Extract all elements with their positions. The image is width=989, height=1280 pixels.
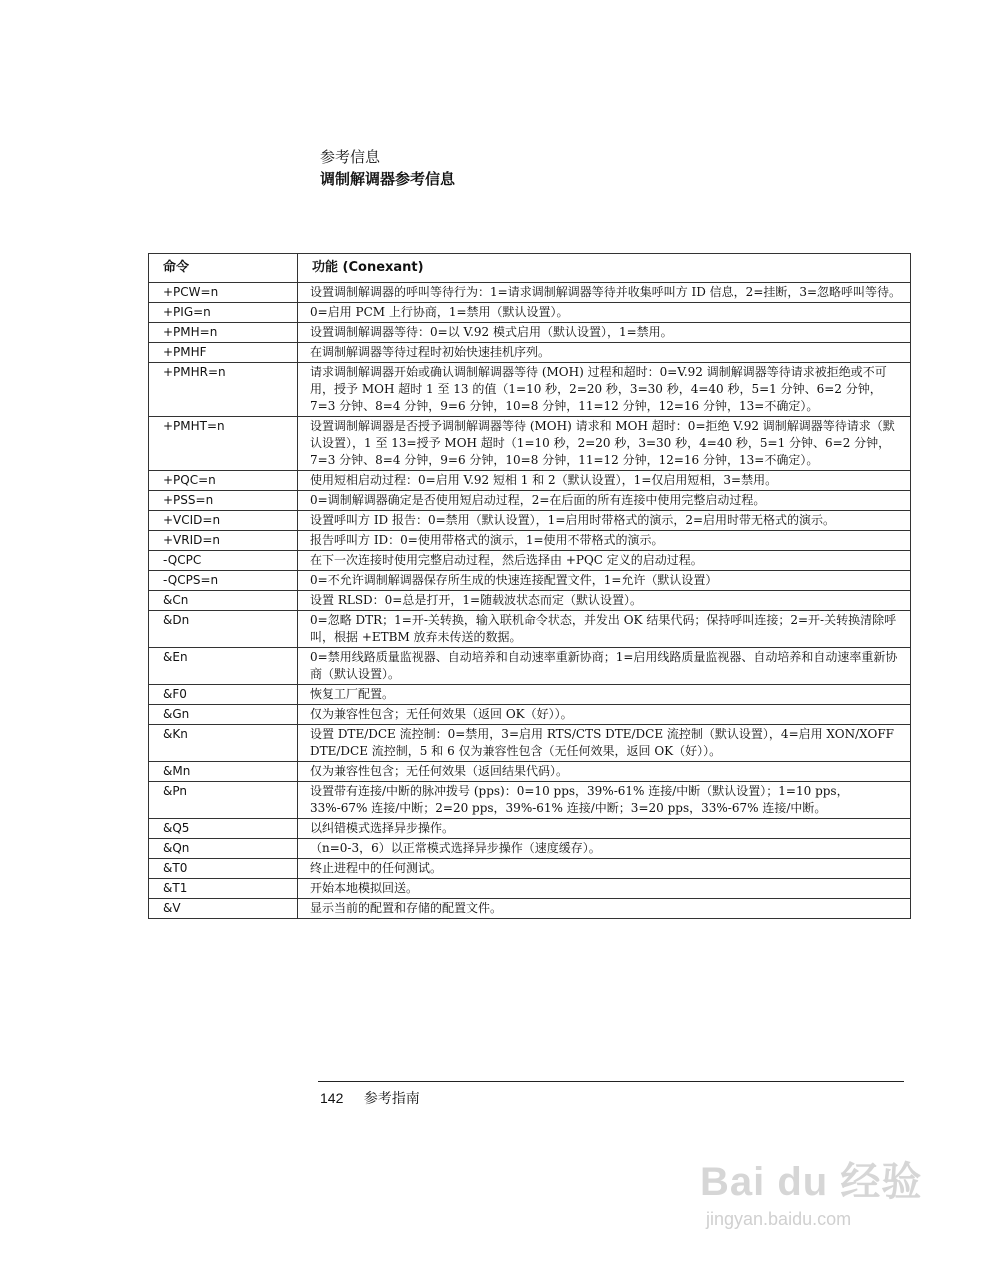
table-row	[149, 899, 911, 919]
table-row	[149, 471, 911, 491]
function-cell: 0=调制解调器确定是否使用短启动过程，2=在后面的所有连接中使用完整启动过程。	[298, 491, 911, 511]
command-cell: -QCPC	[149, 551, 298, 571]
table-row	[149, 611, 911, 648]
table-row	[149, 819, 911, 839]
section-label: 参考信息	[320, 148, 381, 166]
page-footer	[320, 1088, 420, 1108]
table-row	[149, 839, 911, 859]
command-cell: +VCID=n	[149, 511, 298, 531]
function-cell: 仅为兼容性包含；无任何效果（返回结果代码）。	[298, 762, 911, 782]
table-row	[149, 363, 911, 417]
command-cell: &V	[149, 899, 298, 919]
table-row	[149, 571, 911, 591]
function-cell: 0=禁用线路质量监视器、自动培养和自动速率重新协商；1=启用线路质量监视器、自动培养和自动速率重新协商（默认设置）。	[298, 648, 911, 685]
function-cell: 0=不允许调制解调器保存所生成的快速连接配置文件，1=允许（默认设置）	[298, 571, 911, 591]
function-cell: 显示当前的配置和存储的配置文件。	[298, 899, 911, 919]
table-row	[149, 591, 911, 611]
command-cell: +PMHR=n	[149, 363, 298, 417]
function-cell: 设置 DTE/DCE 流控制：0=禁用，3=启用 RTS/CTS DTE/DCE 流控制（默认设置），4=启用 XON/XOFF DTE/DCE 流控制，5 和 6 仅为兼容性包含（无任何效果，返回 OK（好））。	[298, 725, 911, 762]
command-cell: +PIG=n	[149, 303, 298, 323]
table-row	[149, 685, 911, 705]
table-row	[149, 283, 911, 303]
command-cell: &F0	[149, 685, 298, 705]
table-row	[149, 323, 911, 343]
function-cell: 0=忽略 DTR；1=开-关转换，输入联机命令状态，并发出 OK 结果代码；保持呼叫连接；2=开-关转换清除呼叫，根据 +ETBM 放弃未传送的数据。	[298, 611, 911, 648]
function-cell: 在调制解调器等待过程时初始快速挂机序列。	[298, 343, 911, 363]
command-cell: +PSS=n	[149, 491, 298, 511]
command-cell: +PMHT=n	[149, 417, 298, 471]
page-number: 142	[320, 1090, 344, 1106]
table-body	[149, 283, 911, 919]
command-cell: &Pn	[149, 782, 298, 819]
function-cell: 设置调制解调器是否授予调制解调器等待 (MOH) 请求和 MOH 超时：0=拒绝 V.92 调制解调器等待请求（默认设置），1 至 13=授予 MOH 超时（1=10 秒，2=20 秒，3=30 秒，4=40 秒，5=1 分钟、6=2 分钟，7=3 分钟、8=4 分钟，9=6 分钟，10=8 分钟，11=12 分钟，12=16 分钟，13=不确定）。	[298, 417, 911, 471]
header-function: 功能 (Conexant)	[298, 254, 911, 283]
function-cell: 仅为兼容性包含；无任何效果（返回 OK（好））。	[298, 705, 911, 725]
command-cell: &Cn	[149, 591, 298, 611]
table-row	[149, 725, 911, 762]
function-cell: 设置带有连接/中断的脉冲拨号 (pps)：0=10 pps，39%-61% 连接/中断（默认设置）；1=10 pps，33%-67% 连接/中断；2=20 pps，39%-61% 连接/中断；3=20 pps，33%-67% 连接/中断。	[298, 782, 911, 819]
function-cell: 设置调制解调器等待：0=以 V.92 模式启用（默认设置），1=禁用。	[298, 323, 911, 343]
table-row	[149, 762, 911, 782]
table-row	[149, 303, 911, 323]
table-row	[149, 551, 911, 571]
command-cell: +PQC=n	[149, 471, 298, 491]
command-cell: &Qn	[149, 839, 298, 859]
function-cell: 以纠错模式选择异步操作。	[298, 819, 911, 839]
function-cell: 请求调制解调器开始或确认调制解调器等待 (MOH) 过程和超时：0=V.92 调制解调器等待请求被拒绝或不可用，授予 MOH 超时 1 至 13 的值（1=10 秒，2=20 秒，3=30 秒，4=40 秒，5=1 分钟、6=2 分钟，7=3 分钟、8=4 分钟，9=6 分钟，10=8 分钟，11=12 分钟，12=16 分钟，13=不确定）。	[298, 363, 911, 417]
function-cell: 开始本地模拟回送。	[298, 879, 911, 899]
command-table	[148, 253, 911, 919]
table-row	[149, 511, 911, 531]
table-row	[149, 859, 911, 879]
table-row	[149, 648, 911, 685]
page-header	[320, 146, 455, 190]
command-cell: &Mn	[149, 762, 298, 782]
footer-rule	[318, 1081, 904, 1082]
command-cell: &Q5	[149, 819, 298, 839]
table-row	[149, 491, 911, 511]
function-cell: 报告呼叫方 ID：0=使用带格式的演示，1=使用不带格式的演示。	[298, 531, 911, 551]
table-row	[149, 879, 911, 899]
command-cell: &Kn	[149, 725, 298, 762]
header-command: 命令	[149, 254, 298, 283]
command-cell: +PMH=n	[149, 323, 298, 343]
function-cell: 设置 RLSD：0=总是打开，1=随载波状态而定（默认设置）。	[298, 591, 911, 611]
command-cell: -QCPS=n	[149, 571, 298, 591]
page-title: 调制解调器参考信息	[320, 170, 456, 188]
table-row	[149, 531, 911, 551]
function-cell: 在下一次连接时使用完整启动过程，然后选择由 +PQC 定义的启动过程。	[298, 551, 911, 571]
table-row	[149, 782, 911, 819]
command-cell: +PCW=n	[149, 283, 298, 303]
footer-title: 参考指南	[363, 1091, 420, 1107]
watermark	[700, 1150, 960, 1250]
command-cell: &Dn	[149, 611, 298, 648]
watermark-url: jingyan.baidu.com	[706, 1209, 852, 1229]
function-cell: 终止进程中的任何测试。	[298, 859, 911, 879]
table-row	[149, 705, 911, 725]
function-cell: （n=0-3，6）以正常模式选择异步操作（速度缓存）。	[298, 839, 911, 859]
command-cell: +PMHF	[149, 343, 298, 363]
table-row	[149, 417, 911, 471]
function-cell: 设置呼叫方 ID 报告：0=禁用（默认设置），1=启用时带格式的演示，2=启用时带无格式的演示。	[298, 511, 911, 531]
watermark-logo: Bai du 经验	[700, 1160, 923, 1204]
command-cell: &T0	[149, 859, 298, 879]
command-cell: &Gn	[149, 705, 298, 725]
function-cell: 恢复工厂配置。	[298, 685, 911, 705]
command-cell: &T1	[149, 879, 298, 899]
function-cell: 使用短相启动过程：0=启用 V.92 短相 1 和 2（默认设置），1=仅启用短相，3=禁用。	[298, 471, 911, 491]
table-row	[149, 343, 911, 363]
function-cell: 0=启用 PCM 上行协商，1=禁用（默认设置）。	[298, 303, 911, 323]
table-header-row	[149, 254, 911, 283]
command-cell: &En	[149, 648, 298, 685]
command-cell: +VRID=n	[149, 531, 298, 551]
function-cell: 设置调制解调器的呼叫等待行为：1=请求调制解调器等待并收集呼叫方 ID 信息，2=挂断，3=忽略呼叫等待。	[298, 283, 911, 303]
